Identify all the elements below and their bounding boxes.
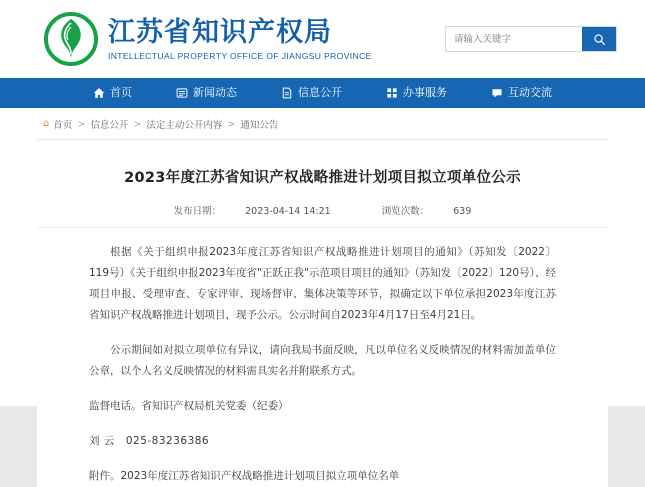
breadcrumb-separator: >: [227, 118, 236, 130]
search-button[interactable]: [582, 27, 616, 51]
nav-item-info-disclosure[interactable]: [259, 78, 364, 108]
nav-label-2: 信息公开: [298, 86, 342, 99]
content-area: [37, 108, 608, 487]
publish-date: [162, 206, 343, 217]
publish-date-label: 发布日期：: [173, 206, 222, 217]
nav-label-0: 首页: [110, 86, 132, 99]
nav-label-4: 互动交流: [508, 86, 552, 99]
breadcrumb-item-2[interactable]: 法定主动公开内容: [146, 120, 223, 131]
nav-label-1: 新闻动态: [193, 86, 237, 99]
page-title: 2023年度江苏省知识产权战略推进计划项目拟立项单位公示: [124, 170, 521, 186]
nav-item-home[interactable]: [71, 78, 154, 108]
site-title-cn: 江苏省知识产权局: [108, 16, 332, 48]
search-box[interactable]: [445, 26, 617, 52]
view-count-label: 浏览次数：: [381, 206, 430, 217]
grid-icon: [386, 87, 398, 99]
main-nav: [0, 78, 645, 108]
view-count-value: 639: [453, 206, 472, 217]
breadcrumb-item-3[interactable]: 通知公告: [240, 120, 279, 131]
search-input[interactable]: [446, 28, 582, 50]
site-title-block: [108, 17, 372, 61]
article-meta: [37, 187, 608, 228]
breadcrumb-separator: >: [133, 118, 142, 130]
site-title-en: INTELLECTUAL PROPERTY OFFICE OF JIANGSU PROVINCE: [108, 51, 372, 62]
nav-item-news[interactable]: [154, 78, 259, 108]
chat-icon: [491, 87, 503, 99]
article-body: [37, 228, 608, 487]
breadcrumb-item-1[interactable]: 信息公开: [90, 120, 129, 131]
article-paragraph: 监督电话。省知识产权局机关党委（纪委）: [89, 400, 289, 412]
article-paragraph: 根据《关于组织申报2023年度江苏省知识产权战略推进计划项目的通知》（苏知发〔2022〕119号）《关于组织申报2023年度省"正跃正我"示范项目项目的通知》（苏知发〔2022〕120号）、经项目申报、受理审查、专家评审、现场督审、集体决策等环节，拟确定以下单位承担2023年度江苏省知识产权战略推进计划项目，现予公示。公示时间自2023年4月17日至4月21日。: [89, 246, 556, 321]
article-paragraph: 刘 云 025-83236386: [89, 435, 210, 447]
nav-item-interaction[interactable]: [469, 78, 574, 108]
search-icon: [593, 33, 606, 46]
view-count: [370, 206, 484, 217]
breadcrumb: [37, 108, 608, 140]
jiangsu-ip-emblem-icon: [44, 12, 98, 66]
article-paragraph: 公示期间如对拟立项单位有异议，请向我局书面反映，凡以单位名义反映情况的材料需加盖单位公章，以个人名义反映情况的材料需具实名并附联系方式。: [89, 344, 556, 377]
publish-date-value: 2023-04-14 14:21: [245, 206, 331, 217]
document-icon: [281, 87, 293, 99]
home-icon: [93, 87, 105, 99]
breadcrumb-item-0[interactable]: 首页: [53, 120, 73, 131]
site-header: [0, 0, 645, 78]
article-attachment-line: 附件。2023年度江苏省知识产权战略推进计划项目拟立项单位名单: [89, 470, 400, 482]
nav-item-services[interactable]: [364, 78, 469, 108]
breadcrumb-separator: >: [77, 118, 86, 130]
news-icon: [176, 87, 188, 99]
home-icon: ⌂: [43, 118, 50, 129]
nav-label-3: 办事服务: [403, 86, 447, 99]
